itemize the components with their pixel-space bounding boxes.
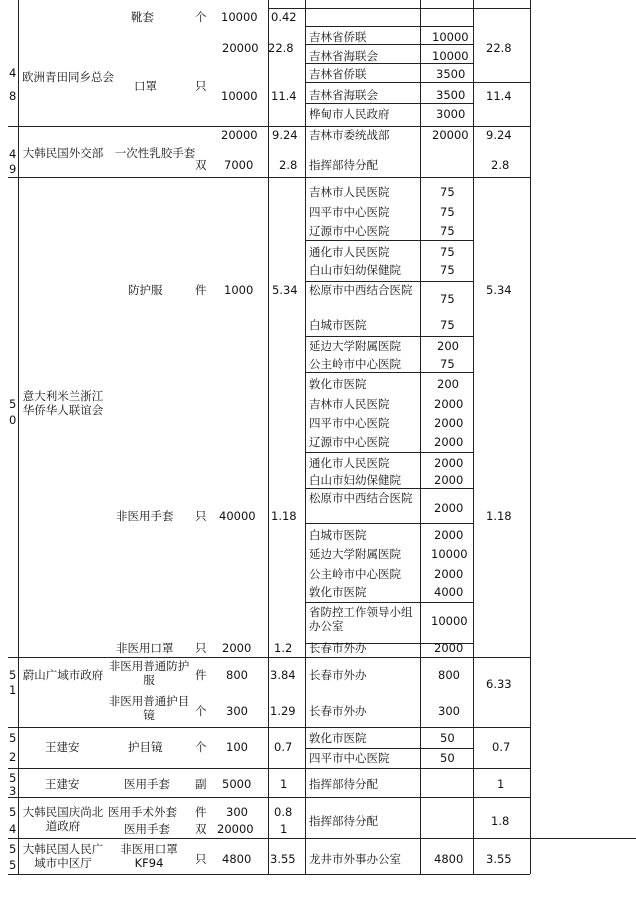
recipient: 长春市外办 bbox=[309, 668, 367, 682]
amount: 50 bbox=[440, 751, 455, 765]
recipient: 白城市医院 bbox=[309, 528, 367, 542]
recipient: 通化市人民医院 bbox=[309, 456, 390, 470]
recipient: 辽源市中心医院 bbox=[309, 224, 390, 238]
row-number: 5 bbox=[9, 771, 17, 785]
recipient: 白山市妇幼保健院 bbox=[309, 473, 401, 487]
item-value: 1.2 bbox=[274, 641, 293, 655]
recipient: 四平市中心医院 bbox=[309, 751, 390, 765]
row-number: 1 bbox=[9, 683, 17, 697]
item-name: 防护服 bbox=[128, 283, 163, 297]
recipient: 敦化市医院 bbox=[309, 585, 367, 599]
amount: 4000 bbox=[434, 585, 464, 599]
total-value: 1 bbox=[497, 777, 505, 791]
amount: 300 bbox=[438, 704, 460, 718]
row-divider bbox=[8, 797, 530, 798]
table-border bbox=[473, 0, 474, 874]
item-value: 2.8 bbox=[279, 158, 298, 172]
recipient: 白山市妇幼保健院 bbox=[309, 263, 401, 277]
total-value: 5.34 bbox=[486, 283, 512, 297]
recipient: 吉林省侨联 bbox=[309, 67, 367, 81]
item-qty: 20000 bbox=[222, 41, 259, 55]
amount: 75 bbox=[440, 245, 455, 259]
item-name: 医用手套 bbox=[124, 822, 170, 836]
recipient: 指挥部待分配 bbox=[309, 814, 378, 828]
row-divider bbox=[305, 281, 473, 282]
donor-name: 大韩民国外交部 bbox=[22, 146, 104, 160]
row-divider bbox=[305, 488, 473, 489]
item-value: 11.4 bbox=[271, 89, 297, 103]
amount: 10000 bbox=[432, 49, 469, 63]
donor-name: 欧洲青田同乡总会 bbox=[22, 70, 114, 84]
amount: 50 bbox=[440, 731, 455, 745]
row-divider bbox=[8, 838, 636, 839]
item-unit: 副 bbox=[195, 777, 207, 791]
item-value: 1 bbox=[280, 822, 288, 836]
recipient: 吉林市人民医院 bbox=[309, 397, 390, 411]
total-value: 0.7 bbox=[492, 740, 511, 754]
item-value: 1.18 bbox=[271, 509, 297, 523]
item-name: 非医用口罩KF94 bbox=[120, 842, 178, 870]
amount: 2000 bbox=[434, 416, 464, 430]
donor-name: 意大利米兰浙江华侨华人联谊会 bbox=[22, 389, 104, 417]
row-number: 4 bbox=[9, 822, 17, 836]
item-value: 0.8 bbox=[274, 805, 293, 819]
row-divider bbox=[305, 748, 473, 749]
row-divider bbox=[305, 82, 530, 83]
donor-name: 王建安 bbox=[45, 777, 80, 791]
amount: 75 bbox=[440, 185, 455, 199]
recipient: 桦甸市人民政府 bbox=[309, 107, 390, 121]
recipient: 松原市中西结合医院 bbox=[309, 283, 413, 297]
row-divider bbox=[8, 727, 530, 728]
recipient: 延边大学附属医院 bbox=[309, 339, 401, 353]
item-qty: 20000 bbox=[217, 822, 254, 836]
recipient: 敦化市医院 bbox=[309, 377, 367, 391]
total-value: 3.55 bbox=[486, 852, 512, 866]
amount: 75 bbox=[440, 224, 455, 238]
row-divider bbox=[305, 103, 473, 104]
item-value: 1 bbox=[280, 777, 288, 791]
item-unit: 个 bbox=[195, 10, 207, 24]
amount: 20000 bbox=[432, 128, 469, 142]
row-divider bbox=[305, 26, 473, 27]
item-qty: 800 bbox=[226, 668, 248, 682]
item-qty: 20000 bbox=[221, 128, 258, 142]
row-number: 9 bbox=[9, 162, 17, 176]
total-value: 22.8 bbox=[486, 41, 512, 55]
amount: 800 bbox=[438, 668, 460, 682]
total-value: 1.18 bbox=[486, 509, 512, 523]
row-divider bbox=[305, 602, 473, 603]
row-number: 5 bbox=[9, 397, 17, 411]
item-name: 非医用普通防护服 bbox=[108, 659, 190, 687]
recipient: 四平市中心医院 bbox=[309, 416, 390, 430]
donor-name: 蔚山广域市政府 bbox=[22, 668, 104, 682]
recipient: 敦化市医院 bbox=[309, 731, 367, 745]
item-qty: 10000 bbox=[221, 89, 258, 103]
row-number: 5 bbox=[9, 731, 17, 745]
recipient: 松原市中西结合医院 bbox=[309, 491, 413, 505]
total-value: 6.33 bbox=[486, 677, 512, 691]
row-number: 8 bbox=[9, 89, 17, 103]
recipient: 省防控工作领导小组办公室 bbox=[309, 605, 413, 633]
item-value: 0.42 bbox=[271, 10, 297, 24]
item-unit: 件 bbox=[195, 805, 207, 819]
row-number: 5 bbox=[9, 858, 17, 872]
item-name: 口罩 bbox=[134, 79, 157, 93]
item-qty: 100 bbox=[226, 740, 248, 754]
item-unit: 个 bbox=[195, 704, 207, 718]
amount: 2000 bbox=[434, 501, 464, 515]
amount: 10000 bbox=[431, 547, 468, 561]
recipient: 指挥部待分配 bbox=[309, 777, 378, 791]
item-value: 3.55 bbox=[270, 852, 296, 866]
amount: 75 bbox=[440, 263, 455, 277]
item-value: 3.84 bbox=[270, 668, 296, 682]
recipient: 长春市外办 bbox=[309, 704, 367, 718]
amount: 75 bbox=[440, 318, 455, 332]
row-divider bbox=[305, 336, 473, 337]
row-divider bbox=[305, 240, 473, 241]
table-border bbox=[18, 0, 19, 874]
recipient: 长春市外办 bbox=[309, 641, 367, 655]
amount: 2000 bbox=[434, 397, 464, 411]
item-name: 非医用普通护目镜 bbox=[108, 694, 190, 722]
amount: 4800 bbox=[434, 852, 464, 866]
item-unit: 只 bbox=[195, 79, 207, 93]
item-unit: 只 bbox=[195, 509, 207, 523]
item-qty: 2000 bbox=[222, 641, 252, 655]
item-unit: 件 bbox=[195, 668, 207, 682]
total-value: 11.4 bbox=[486, 89, 512, 103]
row-divider bbox=[305, 44, 473, 45]
item-name: 护目镜 bbox=[128, 740, 163, 754]
recipient: 通化市人民医院 bbox=[309, 245, 390, 259]
amount: 2000 bbox=[434, 567, 464, 581]
recipient: 指挥部待分配 bbox=[309, 158, 378, 172]
total-value: 9.24 bbox=[486, 128, 512, 142]
item-name: 靴套 bbox=[131, 10, 154, 24]
total-value: 2.8 bbox=[491, 158, 510, 172]
item-qty: 1000 bbox=[224, 283, 254, 297]
amount: 75 bbox=[440, 205, 455, 219]
recipient: 龙井市外事办公室 bbox=[309, 852, 401, 866]
amount: 75 bbox=[440, 357, 455, 371]
donor-name: 王建安 bbox=[45, 740, 80, 754]
row-divider bbox=[8, 177, 530, 178]
row-number: 4 bbox=[9, 147, 17, 161]
amount: 2000 bbox=[434, 641, 464, 655]
item-value: 9.24 bbox=[272, 128, 298, 142]
row-divider bbox=[8, 874, 530, 875]
item-name: 医用手套 bbox=[124, 777, 170, 791]
amount: 2000 bbox=[434, 473, 464, 487]
recipient: 四平市中心医院 bbox=[309, 205, 390, 219]
recipient: 公主岭市中心医院 bbox=[309, 357, 401, 371]
table-border bbox=[420, 0, 421, 874]
amount: 2000 bbox=[434, 456, 464, 470]
item-unit: 只 bbox=[195, 852, 207, 866]
item-qty: 40000 bbox=[219, 509, 256, 523]
row-divider bbox=[8, 126, 530, 127]
item-unit: 件 bbox=[195, 283, 207, 297]
table-border bbox=[268, 0, 269, 874]
row-divider bbox=[305, 63, 473, 64]
item-qty: 5000 bbox=[222, 777, 252, 791]
amount: 3500 bbox=[436, 88, 466, 102]
amount: 2000 bbox=[434, 528, 464, 542]
row-divider bbox=[268, 8, 530, 9]
amount: 3000 bbox=[436, 107, 466, 121]
donor-name: 大韩民国人民广域市中区厅 bbox=[22, 842, 104, 870]
recipient: 吉林市委统战部 bbox=[309, 128, 390, 142]
row-divider bbox=[305, 523, 473, 524]
item-name: 一次性乳胶手套 bbox=[114, 146, 196, 160]
item-unit: 双 bbox=[195, 158, 207, 172]
amount: 200 bbox=[437, 377, 459, 391]
table-border bbox=[530, 0, 531, 874]
donor-name: 大韩民国庆尚北道政府 bbox=[22, 805, 104, 833]
item-unit: 个 bbox=[195, 740, 207, 754]
amount: 3500 bbox=[436, 67, 466, 81]
item-qty: 7000 bbox=[224, 158, 254, 172]
row-number: 5 bbox=[9, 805, 17, 819]
item-qty: 300 bbox=[226, 704, 248, 718]
total-value: 1.8 bbox=[491, 814, 510, 828]
item-value: 22.8 bbox=[268, 41, 294, 55]
recipient: 吉林市人民医院 bbox=[309, 185, 390, 199]
amount: 75 bbox=[440, 292, 455, 306]
row-number: 3 bbox=[9, 784, 17, 798]
item-qty: 300 bbox=[226, 805, 248, 819]
recipient: 吉林省海联会 bbox=[309, 88, 378, 102]
row-number: 5 bbox=[9, 668, 17, 682]
recipient: 吉林省海联会 bbox=[309, 49, 378, 63]
recipient: 延边大学附属医院 bbox=[309, 547, 401, 561]
row-divider bbox=[8, 657, 530, 658]
item-name: 非医用手套 bbox=[116, 509, 174, 523]
row-number: 4 bbox=[9, 66, 17, 80]
row-divider bbox=[305, 452, 473, 453]
amount: 2000 bbox=[434, 435, 464, 449]
recipient: 白城市医院 bbox=[309, 318, 367, 332]
item-name: 非医用口罩 bbox=[116, 641, 174, 655]
row-number: 0 bbox=[9, 413, 17, 427]
item-unit: 只 bbox=[195, 641, 207, 655]
item-value: 5.34 bbox=[272, 283, 298, 297]
item-value: 1.29 bbox=[270, 704, 296, 718]
amount: 10000 bbox=[432, 30, 469, 44]
row-divider bbox=[305, 372, 473, 373]
row-number: 5 bbox=[9, 842, 17, 856]
item-qty: 4800 bbox=[222, 852, 252, 866]
row-number: 2 bbox=[9, 750, 17, 764]
item-qty: 10000 bbox=[221, 10, 258, 24]
amount: 10000 bbox=[431, 614, 468, 628]
recipient: 公主岭市中心医院 bbox=[309, 567, 401, 581]
item-unit: 双 bbox=[195, 822, 207, 836]
amount: 200 bbox=[437, 339, 459, 353]
item-name: 医用手术外套 bbox=[108, 805, 177, 819]
recipient: 辽源市中心医院 bbox=[309, 435, 390, 449]
recipient: 吉林省侨联 bbox=[309, 30, 367, 44]
row-divider bbox=[8, 768, 530, 769]
item-value: 0.7 bbox=[274, 740, 293, 754]
table-border bbox=[305, 0, 306, 874]
